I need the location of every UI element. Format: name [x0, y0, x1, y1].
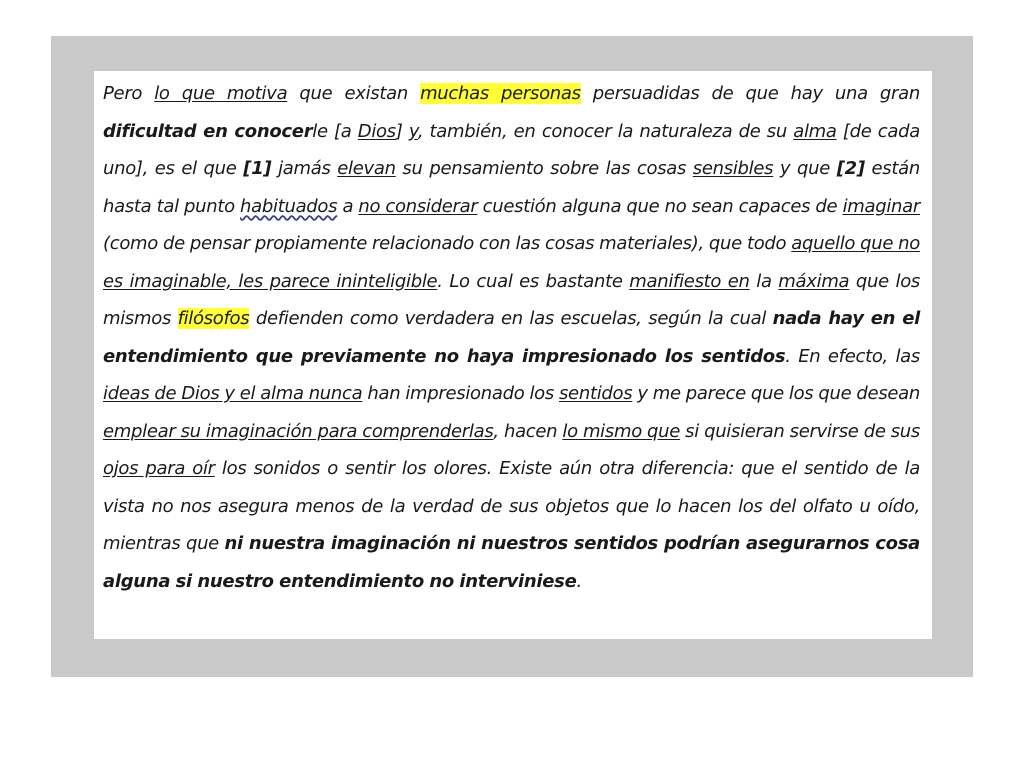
bold-phrase: dificultad en conocer — [103, 120, 313, 142]
passage-paragraph — [103, 75, 920, 600]
text-run: , hacen — [493, 420, 563, 442]
bold-phrase: ni nuestra imaginación ni nuestros sentidos podrían asegurarnos cosa alguna si nuestro entendimiento no interviniese — [103, 533, 920, 592]
text-run: . — [576, 570, 582, 592]
underlined-word: alma — [793, 120, 837, 142]
underlined-word: elevan — [337, 158, 396, 179]
text-run: le [a — [312, 120, 358, 142]
text-run: cuestión alguna que no sean capaces de — [477, 195, 843, 217]
text-run: están hasta tal punto — [103, 158, 920, 217]
text-run: persuadidas de que hay una gran — [580, 83, 920, 104]
underlined-phrase: no considerar — [358, 195, 478, 217]
underlined-word: y — [408, 120, 418, 142]
text-run: a — [337, 195, 359, 217]
underlined-phrase: manifiesto en — [629, 270, 750, 292]
bold-phrase: nada hay en el entendimiento que previamente no haya impresionado los sentidos — [103, 308, 920, 367]
underlined-phrase: ideas de Dios y el alma — [103, 383, 309, 404]
underlined-phrase: lo mismo que — [562, 420, 681, 442]
underlined-phrase: lo que motiva — [154, 83, 288, 104]
text-run: y me parece que los que desean — [632, 383, 921, 404]
underlined-word: imaginar — [842, 195, 920, 217]
bold-marker: [2] — [836, 158, 865, 179]
underlined-word: máxima — [778, 270, 850, 292]
text-run: la — [749, 270, 779, 292]
text-run: que existan — [287, 83, 421, 104]
spellcheck-word: habituados — [240, 195, 338, 217]
underlined-phrase: ojos para oír — [103, 458, 215, 479]
underlined-word: Dios — [357, 120, 396, 142]
text-run: si quisieran servirse de sus — [680, 420, 920, 442]
text-run: . En efecto, las — [785, 345, 920, 367]
text-run: los sonidos o sentir los olores. Existe aún otra diferencia: que el sentido de la vista no nos asegura menos de la verdad de sus objetos que lo hacen los del olfato u oído, mientras que — [103, 458, 920, 554]
text-run: ] — [395, 120, 409, 142]
underlined-phrase: emplear su imaginación para comprenderlas — [103, 420, 494, 442]
highlighted-word: filósofos — [177, 308, 250, 329]
text-run: han impresionado los — [362, 383, 559, 404]
document-page — [94, 71, 932, 639]
text-run: que los mismos — [103, 270, 921, 329]
text-run: jamás — [271, 158, 338, 179]
underlined-phrase: aquello que no es imaginable, les parece ininteligible — [103, 233, 920, 292]
highlighted-phrase: muchas personas — [420, 83, 581, 104]
text-run: . Lo cual es bastante — [437, 270, 630, 292]
text-run: [de cada uno], es el que — [103, 120, 920, 179]
text-run: y que — [773, 158, 837, 179]
spellcheck-word: nunca — [308, 383, 363, 404]
text-run: (como de pensar propiamente relacionado con las cosas materiales), que todo — [103, 233, 792, 254]
bold-marker: [1] — [243, 158, 272, 179]
text-run: defienden como verdadera en las escuelas, según la cual — [249, 308, 773, 329]
text-run: Pero — [103, 83, 155, 104]
text-run: , también, en conocer la naturaleza de su — [417, 120, 794, 142]
underlined-word: sentidos — [558, 383, 633, 404]
text-run: su pensamiento sobre las cosas — [395, 158, 693, 179]
underlined-word: sensibles — [692, 158, 774, 179]
